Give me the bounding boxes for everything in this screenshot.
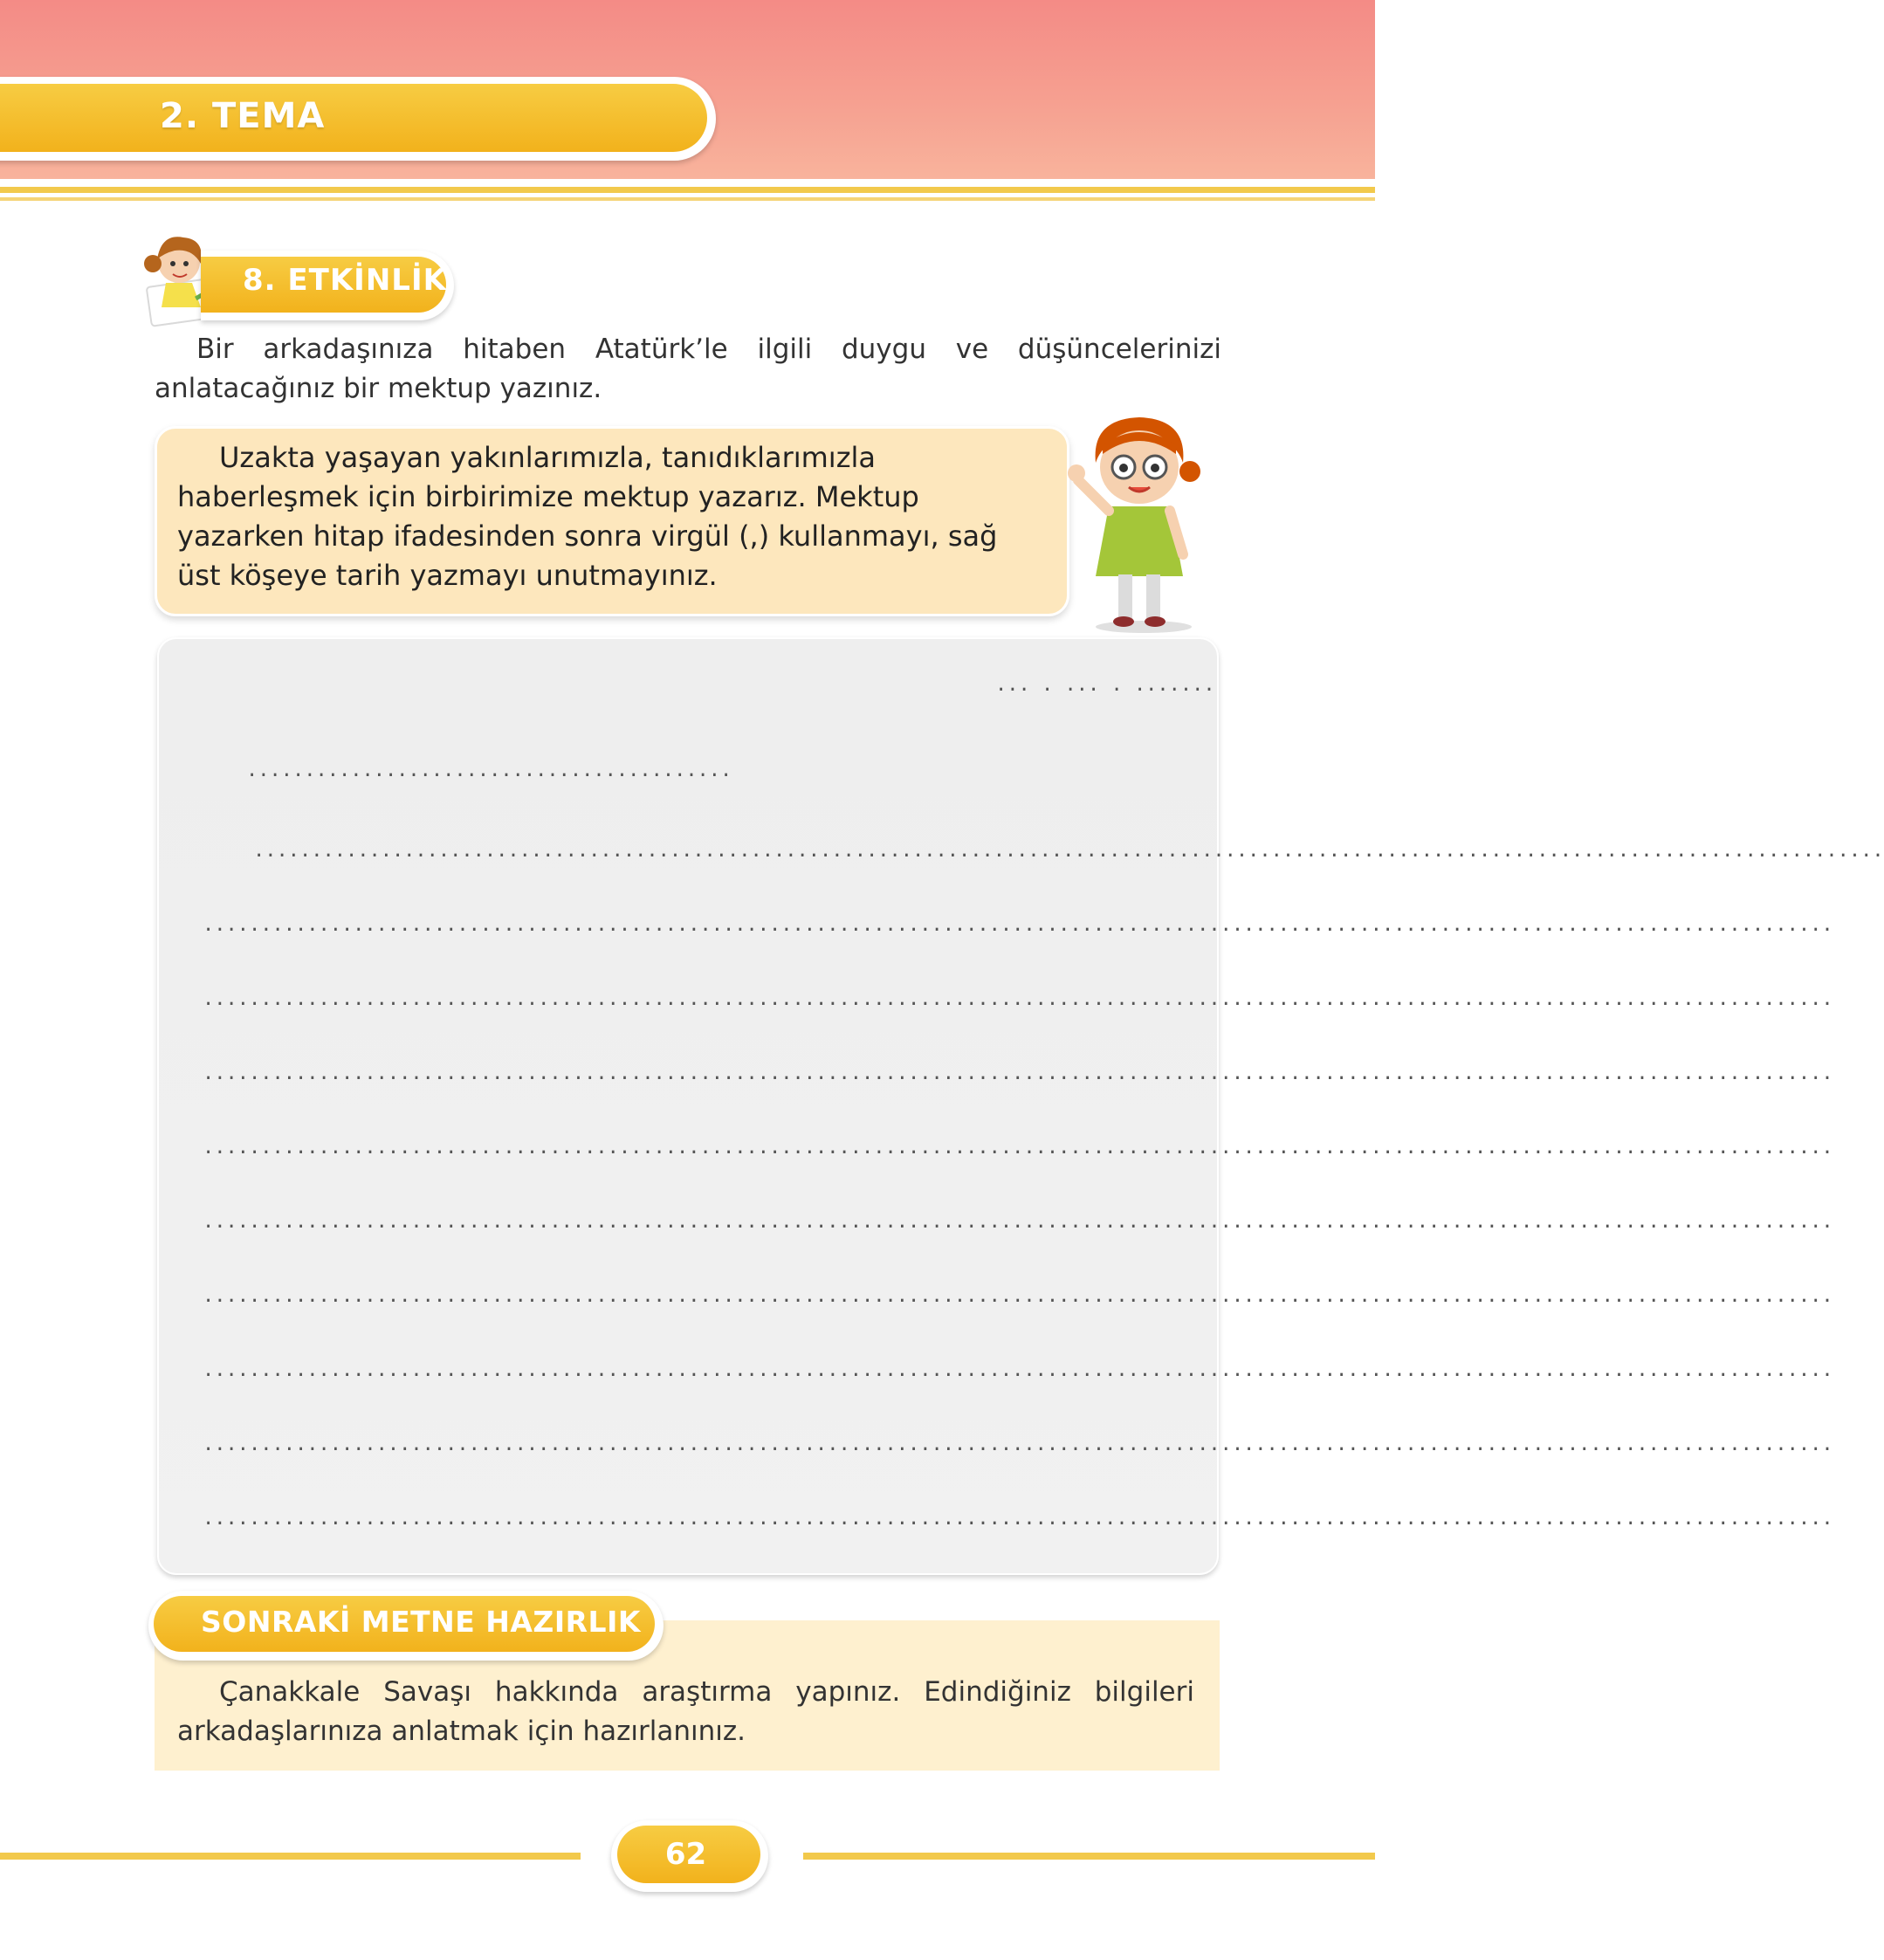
header-divider-thin [0, 197, 1375, 201]
prep-text: Çanakkale Savaşı hakkında araştırma yapınız. Edindiğiniz bilgileri arkadaşlarınıza anlatmak için hazırlanınız. [177, 1676, 1194, 1747]
theme-banner [0, 77, 716, 161]
letter-line[interactable]: ............................................................................................................................................. [203, 1359, 1833, 1381]
letter-line[interactable]: ............................................................................................................................................. [203, 1434, 1833, 1455]
letter-line[interactable]: ............................................................................................................................................. [253, 840, 1884, 862]
activity-instruction: Bir arkadaşınıza hitaben Atatürk’le ilgili duygu ve düşüncelerinizi anlatacağınız bir mektup yazınız. [155, 334, 1221, 404]
greeting-field[interactable]: .......................................... [246, 760, 732, 781]
letter-line[interactable]: ............................................................................................................................................. [203, 1285, 1833, 1307]
letter-line[interactable]: ............................................................................................................................................. [203, 1508, 1833, 1530]
activity-title: 8. ETKİNLİK [243, 263, 447, 298]
letter-line[interactable]: ............................................................................................................................................. [203, 1211, 1833, 1233]
footer-divider-right [803, 1853, 1375, 1860]
prep-title: SONRAKİ METNE HAZIRLIK [201, 1605, 641, 1639]
letter-line[interactable]: ............................................................................................................................................. [203, 988, 1833, 1010]
letter-line[interactable]: ............................................................................................................................................. [203, 1137, 1833, 1159]
letter-line[interactable]: ............................................................................................................................................. [203, 1063, 1833, 1084]
footer-divider-left [0, 1853, 581, 1860]
header-divider [0, 187, 1375, 193]
date-field[interactable]: ... . ... . ....... [995, 674, 1215, 696]
letter-line[interactable]: ............................................................................................................................................. [203, 914, 1833, 936]
note-text: Uzakta yaşayan yakınlarımızla, tanıdıklarımızla haberleşmek için birbirimize mektup yazarız. Mektup yazarken hitap ifadesinden sonra virgül (,) kullanmayı, sağ üst köşeye tarih yazmayı unutmayınız. [177, 441, 998, 592]
page-number: 62 [664, 1837, 707, 1872]
theme-title: 2. TEMA [160, 96, 326, 136]
girl-character-icon [1061, 410, 1218, 637]
